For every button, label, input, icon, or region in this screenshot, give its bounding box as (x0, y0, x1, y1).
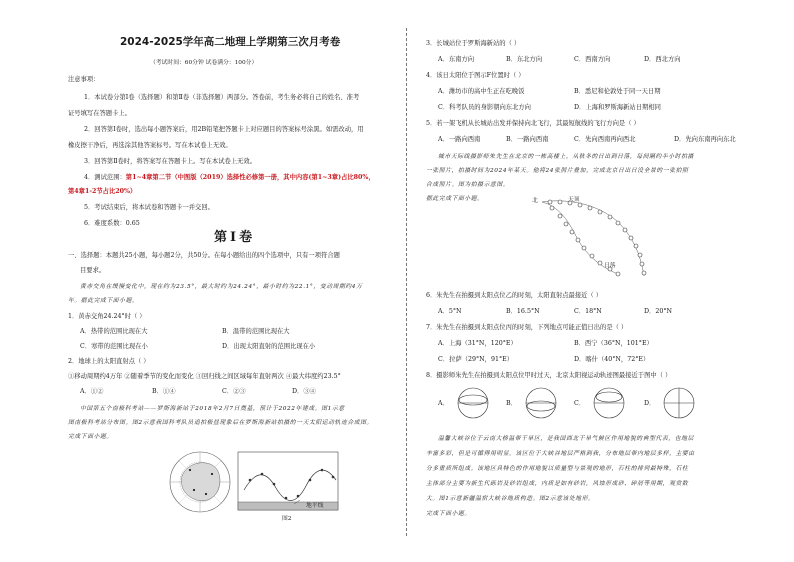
material3-text: 城市天际线摄影师朱先生在北京的一栋高楼上，从秋冬的日出到日落，每间隔约半小时拍摄 (438, 154, 694, 160)
q5-option-d[interactable]: D．先向东南再向东北 (674, 136, 736, 143)
material4-text-2: 丰富多彩，但是可循得用明显。该区位于大峡谷地层严格到我，分布地层带内地层多样，主要由 (426, 451, 695, 457)
notice-item-3: 3．回答第Ⅱ卷时，将答案写在答题卡上。写在本试卷上无效。 (84, 158, 257, 165)
notice-item-1b: 证号填写在答题卡上。 (68, 110, 131, 117)
q5-option-b[interactable]: B．一路向西南 (506, 136, 549, 143)
q3-option-a[interactable]: A．东南方向 (438, 56, 475, 63)
q3-stem: 3．长城站位于罗斯海新站的（ ） (426, 40, 521, 47)
sun-track-figure (236, 450, 342, 524)
q4-option-b[interactable]: B．悉尼和伦敦处于同一天日期 (574, 88, 661, 95)
column-divider (406, 28, 407, 536)
q2-option-c[interactable]: C．②③ (222, 388, 246, 395)
material3-text-4: 据此完成下面小题。 (426, 196, 484, 202)
exam-title: 2024-2025学年高二地理上学期第三次月考卷 (120, 36, 341, 48)
notice-item-4-prefix: 4．测试范围： (84, 174, 126, 181)
q7-option-d[interactable]: D．喀什（40°N，72°E） (574, 356, 650, 363)
q1-stem: 1．黄赤交角24.24°时（ ） (68, 313, 146, 320)
q4-option-c[interactable]: C．科考队员的身影朝向东北方向 (438, 104, 531, 111)
material2-text: 中国第五个南极科考站——罗斯海新站于2018年2月7日奠基，预计于2022年建成。图1示意 (80, 406, 345, 412)
q2-option-a[interactable]: A．①② (80, 388, 104, 395)
material1-text: 黄赤交角在缓慢变化中，现在约为23.5°，最大时约为24.24°，最小时约为22.1°，变动周期约4万 (80, 284, 363, 290)
q7-stem: 7．朱先生在拍摄到太阳点位丙的时刻，下列地点可能正值日出的是（ ） (426, 324, 628, 331)
notice-heading: 注意事项： (68, 76, 100, 83)
material4-text-4: 主体部分主要为新生代砾岩及砂岩组成，内质是如有砂岩，风蚀形成砂、碎屑等用期，观赏数 (426, 481, 689, 487)
material3-text-2: 一张照片，拍摄时间为2024年某天。他将24张照片叠加，完成北京日出日没全景的一张拍照 (426, 168, 689, 174)
material1-text-cont: 年。据此完成下面小题。 (68, 298, 139, 304)
sunset-label: 日落 (604, 263, 616, 269)
sun-position-arc-figure (528, 194, 658, 284)
q4-option-a[interactable]: A．潍坊市的高中生正在吃晚饭 (438, 88, 525, 95)
q7-option-a[interactable]: A．上海（31°N，120°E） (438, 340, 517, 347)
q8-diagram-a (456, 386, 490, 420)
q1-option-a[interactable]: A．热带的范围比现在大 (80, 328, 148, 335)
volume-title: 第Ⅰ卷 (214, 230, 256, 245)
q3-option-d[interactable]: D．西北方向 (644, 56, 681, 63)
material4-text-5: 大。图1示意新疆温宿大峡谷地质构造。图2示意该处地形。 (426, 496, 595, 502)
material2-text-cont: 图南极科考站分布图。图2示意我国科考队员追拍极昼现象后在罗斯海新站拍摄的一天太阳运动轨迹合成图。 (68, 420, 373, 426)
notice-item-6: 6．难度系数：0.65 (84, 220, 140, 227)
q8-option-b[interactable]: B． (506, 400, 517, 407)
q4-stem: 4．该日太阳位于图示F位置时（ ） (426, 72, 525, 79)
notice-item-2b: 橡皮擦干净后，再选涂其他答案标号。写在本试卷上无效。 (68, 142, 232, 149)
q8-option-c[interactable]: C． (574, 400, 586, 407)
notice-item-1: 1．本试卷分第Ⅰ卷（选择题）和第Ⅱ卷（非选择题）两部分。答卷前，考生务必将自己的姓名、准考 (84, 94, 360, 101)
q6-option-c[interactable]: C．18°N (574, 308, 602, 315)
q2-option-b[interactable]: B．①④ (152, 388, 176, 395)
q1-option-c[interactable]: C．寒带的范围比现在小 (80, 343, 148, 350)
q8-stem: 8．摄影师朱先生在拍摄到太阳点位甲时过天，北京太阳视运动轨迹图最接近于图中（ ） (426, 372, 672, 379)
notice-item-2: 2．回答第Ⅰ卷时，选出每小题答案后，用2B铅笔把答题卡上对应题目的答案标号涂黑。如需改动，用 (84, 126, 364, 133)
material3-text-3: 合成照片。图为拍摄示意图。 (426, 182, 510, 188)
q8-diagram-b (524, 386, 558, 420)
q7-option-c[interactable]: C．拉萨（29°N，91°E） (438, 356, 514, 363)
q2-option-d[interactable]: D．③④ (292, 388, 316, 395)
notice-item-4-range-cont: 第4章1-2节占比20%） (68, 188, 137, 195)
q8-diagram-d (662, 386, 696, 420)
q6-option-a[interactable]: A．5°N (438, 308, 462, 315)
q3-option-b[interactable]: B．东北方向 (506, 56, 543, 63)
q5-stem: 5．若一架飞机从长城站出发并保持向北飞行，其最短航线的飞行方向是（ ） (426, 120, 640, 127)
q1-option-d[interactable]: D．出现太阳直射的范围比现在小 (222, 343, 316, 350)
notice-item-5: 5．考试结束后，将本试卷和答题卡一并交回。 (84, 204, 214, 211)
q8-diagram-c (592, 386, 626, 420)
q6-option-b[interactable]: B．16.5°N (506, 308, 540, 315)
q8-option-a[interactable]: A． (438, 400, 449, 407)
material4-text-6: 完成下面小题。 (426, 511, 471, 517)
notice-item-4-range: 第1~4章第二节（中图版（2019）选择性必修第一册，其中内容(第1~3章)占比80%， (125, 174, 375, 181)
antarctic-station-map (168, 440, 232, 524)
material4-text-3: 分多重质所组成。该地区具特色的作用地貌以质量型与景观的地形，石柱的排列最特殊，石柱 (426, 466, 689, 472)
material2-text-end: 完成下面小题。 (68, 434, 113, 440)
q7-option-b[interactable]: B．西宁（36°N，101°E） (574, 340, 653, 347)
q8-option-d[interactable]: D． (644, 400, 656, 407)
q5-option-c[interactable]: C．先向西南再向西北 (574, 136, 636, 143)
q4-option-d[interactable]: D．上海和罗斯海新站日期相同 (574, 104, 661, 111)
horizon-label: 地平线 (306, 503, 324, 509)
section1-instruction-cont: 目要求。 (80, 267, 106, 274)
q3-option-c[interactable]: C．西南方向 (574, 56, 611, 63)
exam-subtitle: （考试时间：60分钟 试卷满分：100分） (150, 60, 258, 66)
q6-stem: 6．朱先生在拍摄到太阳点位乙的时刻，太阳直射点最接近（ ） (426, 292, 603, 299)
notice-item-4 (84, 174, 375, 182)
q2-stem: 2．地球上的太阳直射点（ ） (68, 358, 150, 365)
section1-instruction: 一、选择题：本题共25小题，每小题2分，共50分。在每小题给出的四个选项中，只有一项符合题 (68, 252, 340, 259)
material4-text: 温馨大峡谷位于云南大格温带干旱区，是我国西北干旱气候区作用地貌的典型代表，也地层 (438, 436, 694, 442)
zenith-label: 天顶 (568, 197, 580, 203)
north-label: 北 (532, 198, 538, 204)
q6-option-d[interactable]: D．20°N (644, 308, 673, 315)
fig2-caption: 图2 (282, 516, 292, 522)
q5-option-a[interactable]: A．一路向西南 (438, 136, 481, 143)
q1-option-b[interactable]: B．温带的范围比现在大 (222, 328, 290, 335)
right-column (410, 0, 794, 562)
q2-statements: ①移动周期约4万年 ②随着季节的变化而变化 ③回归线之间区域每年直射两次 ④最大纬度约23.5° (68, 373, 341, 380)
